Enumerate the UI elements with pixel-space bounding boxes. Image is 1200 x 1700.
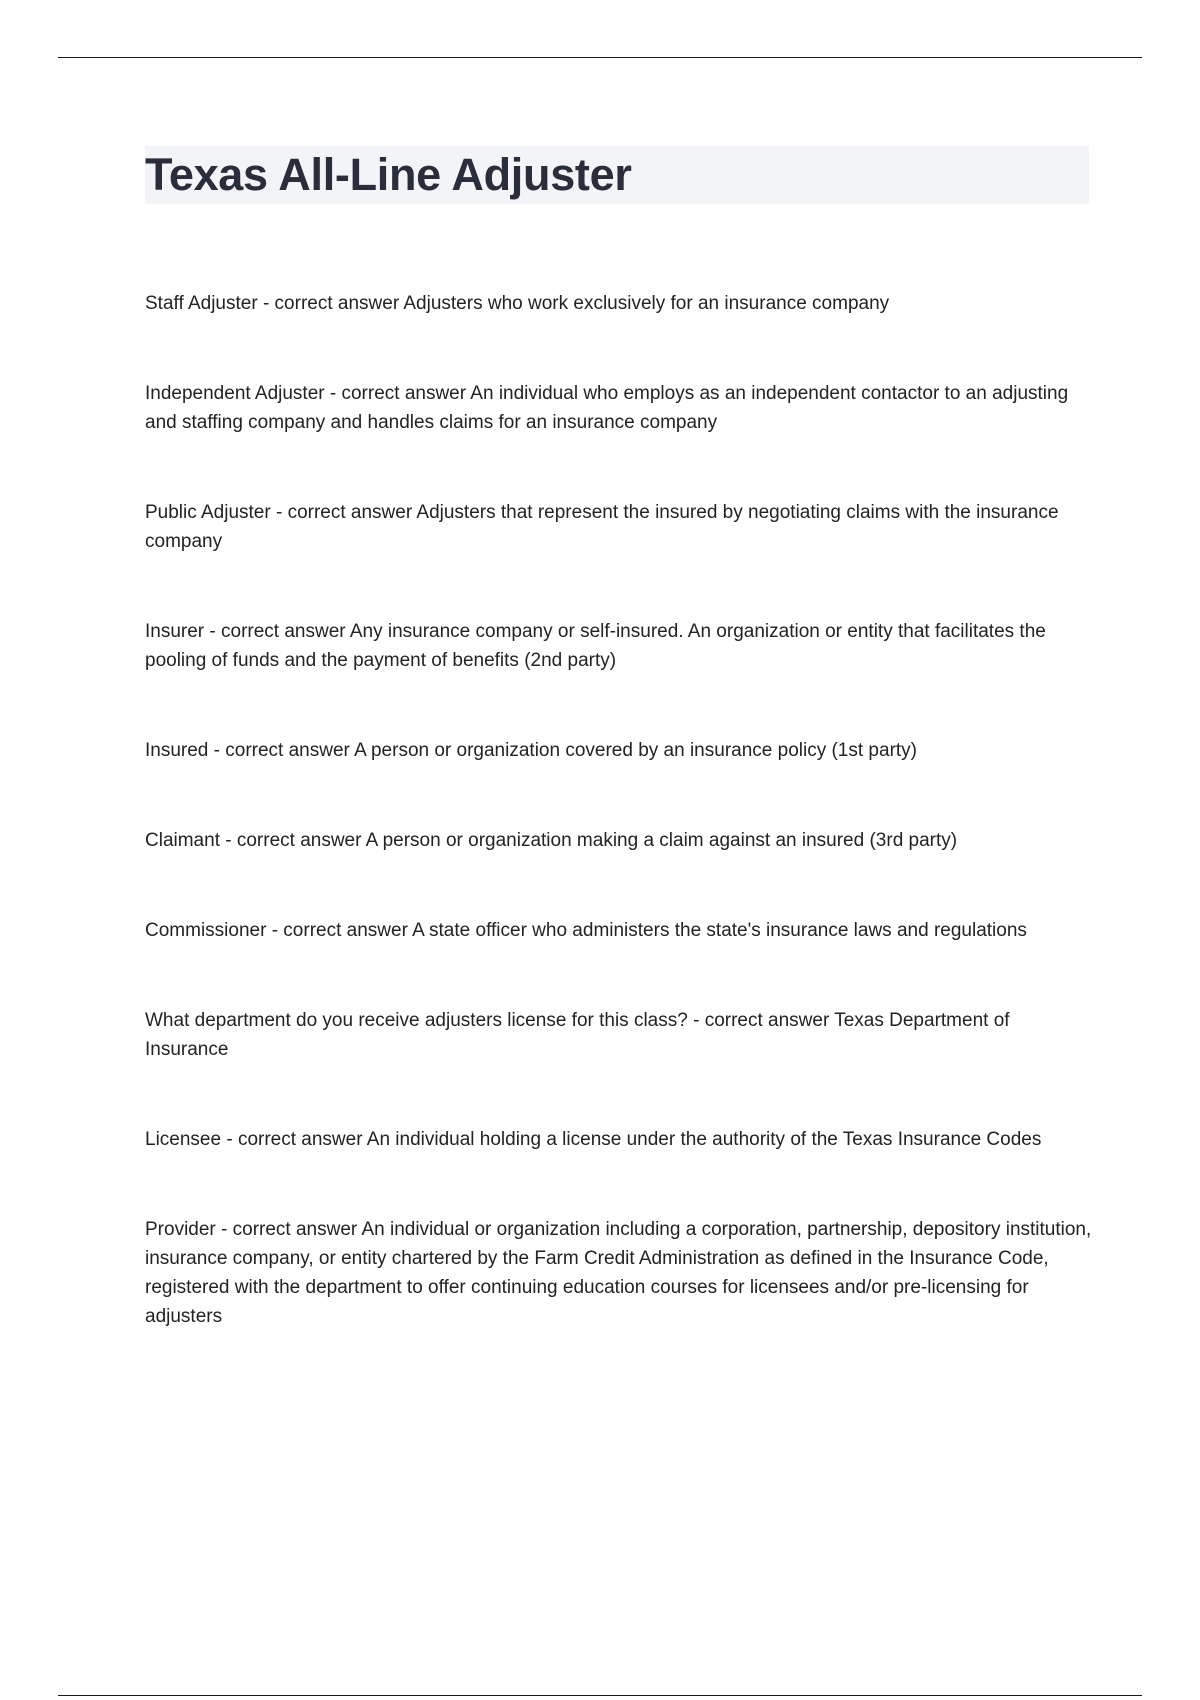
flashcard-list	[145, 289, 1095, 1392]
flashcard-entry-provider: Provider - correct answer An individual or organization including a corporation, partnership, depository institution, insurance company, or entity chartered by the Farm Credit Administration as defined in the Insurance Code, registered with the department to offer continuing education courses for licensees and/or pre-licensing for adjusters	[145, 1219, 1092, 1327]
flashcard-entry-independent-adjuster: Independent Adjuster - correct answer An individual who employs as an independent contactor to an adjusting and staffing company and handles claims for an insurance company	[145, 383, 1069, 433]
flashcard-entry-insured: Insured - correct answer A person or organization covered by an insurance policy (1st party)	[145, 740, 917, 761]
header-rule	[58, 57, 1142, 58]
flashcard-entry-staff-adjuster: Staff Adjuster - correct answer Adjusters who work exclusively for an insurance company	[145, 293, 890, 314]
flashcard-entry-insurer: Insurer - correct answer Any insurance company or self-insured. An organization or entity that facilitates the pooling of funds and the payment of benefits (2nd party)	[145, 621, 1046, 671]
flashcard-entry-department: What department do you receive adjusters license for this class? - correct answer Texas Department of Insurance	[145, 1010, 1010, 1060]
flashcard-entry-licensee: Licensee - correct answer An individual holding a license under the authority of the Texas Insurance Codes	[145, 1129, 1042, 1150]
flashcard-entry-public-adjuster: Public Adjuster - correct answer Adjusters that represent the insured by negotiating claims with the insurance company	[145, 502, 1059, 552]
footer-rule	[58, 1695, 1142, 1696]
flashcard-entry-claimant: Claimant - correct answer A person or organization making a claim against an insured (3rd party)	[145, 830, 958, 851]
page-title: Texas All-Line Adjuster	[145, 149, 632, 200]
flashcard-entry-commissioner: Commissioner - correct answer A state officer who administers the state's insurance laws and regulations	[145, 920, 1027, 941]
